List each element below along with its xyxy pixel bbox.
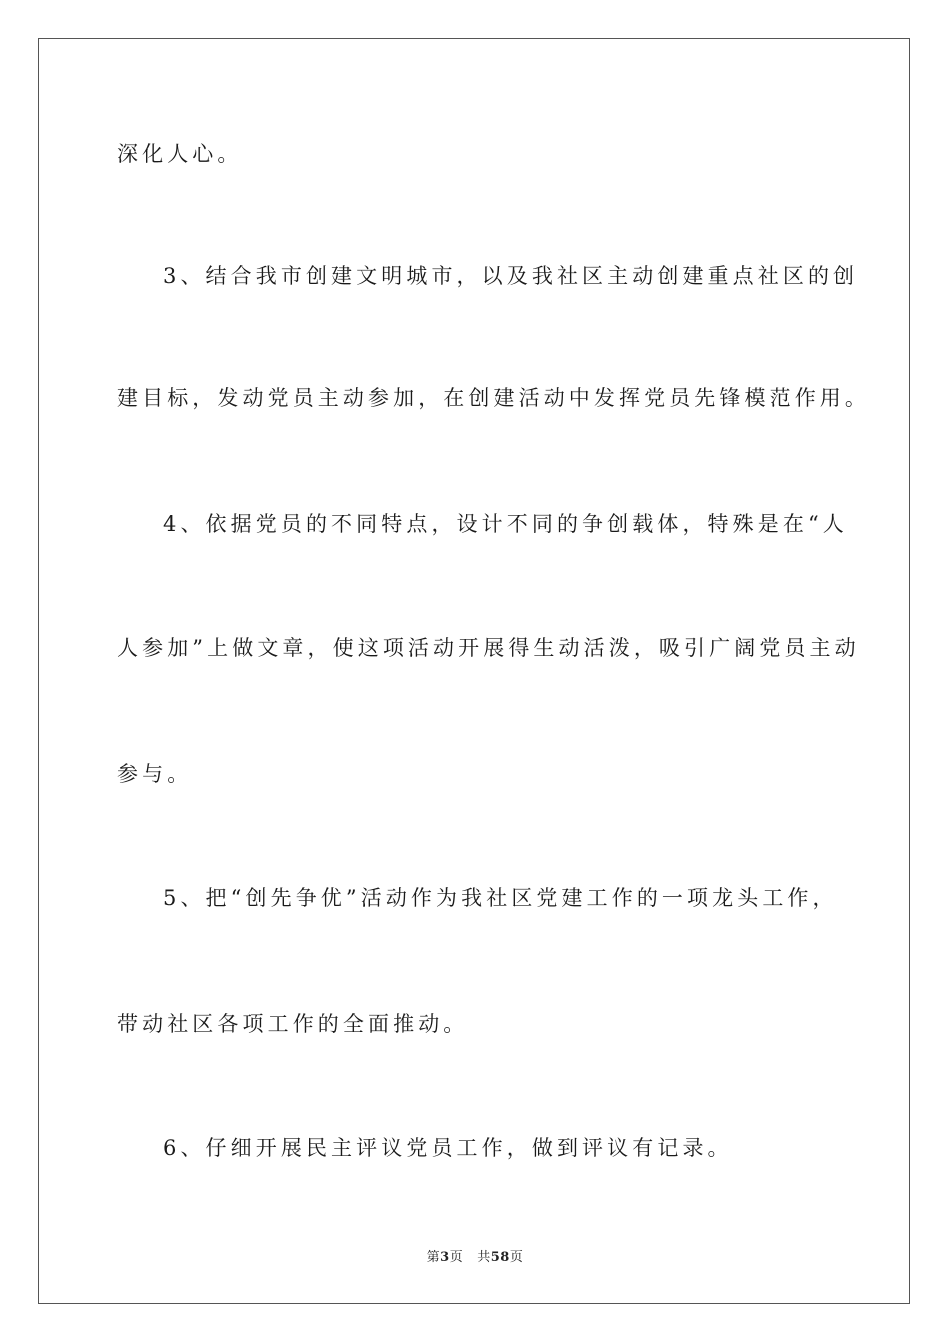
paragraph-line: 4、依据党员的不同特点，设计不同的争创载体，特殊是在“人 [163, 512, 848, 536]
paragraph-line: 参与。 [117, 762, 193, 786]
page-border [38, 38, 910, 1304]
paragraph-line: 3、结合我市创建文明城市，以及我社区主动创建重点社区的创 [163, 264, 859, 288]
paragraph-line: 6、仔细开展民主评议党员工作，做到评议有记录。 [163, 1136, 733, 1160]
paragraph-line: 5、把“创先争优”活动作为我社区党建工作的一项龙头工作， [163, 886, 838, 910]
total-suffix: 页 [509, 1250, 524, 1265]
page-prefix: 第 [426, 1250, 441, 1265]
paragraph-line: 深化人心。 [117, 142, 243, 166]
page-total: 58 [490, 1250, 510, 1265]
paragraph-line: 人参加”上做文章，使这项活动开展得生动活泼，吸引广阔党员主动 [117, 636, 860, 660]
paragraph-line: 建目标，发动党员主动参加，在创建活动中发挥党员先锋模范作用。 [117, 386, 870, 410]
page-current: 3 [440, 1250, 450, 1265]
page-suffix: 页 [449, 1250, 464, 1265]
paragraph-line: 带动社区各项工作的全面推动。 [117, 1012, 469, 1036]
page-footer [0, 1246, 950, 1265]
total-prefix: 共 [477, 1250, 491, 1265]
